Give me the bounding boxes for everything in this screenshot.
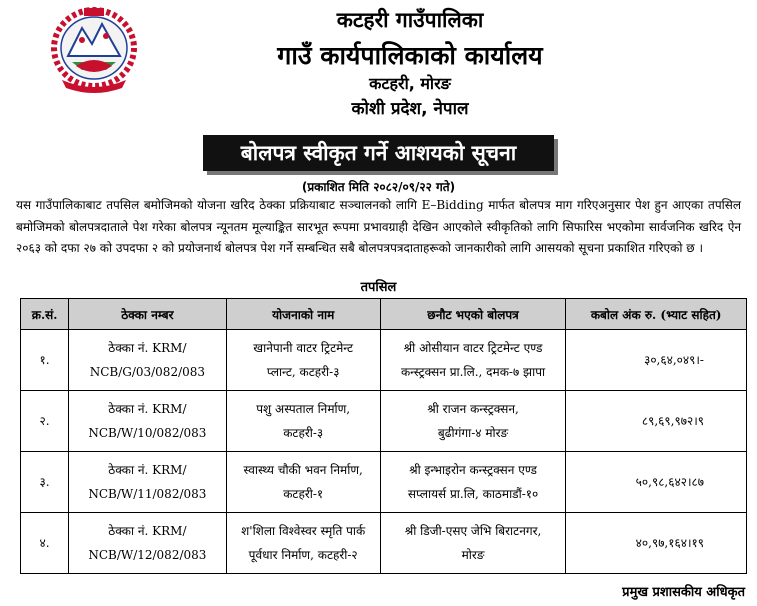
header-amount: कबोल अंक रु. (भ्याट सहित) (566, 299, 747, 330)
table-row (21, 513, 747, 574)
cell-project: खानेपानी वाटर ट्रिटमेन्ट प्लान्ट, कटहरी-३ (226, 330, 380, 391)
table-row (21, 391, 747, 452)
cell-project: पशु अस्पताल निर्माण, कटहरी-३ (226, 391, 380, 452)
cell-amount: ८९,६९,९७२।९ (566, 391, 747, 452)
cell-sn: ४. (21, 513, 69, 574)
notice-title: बोलपत्र स्वीकृत गर्ने आशयको सूचना (203, 135, 554, 171)
signatory: प्रमुख प्रशासकीय अधिकृत (622, 585, 745, 600)
cell-contract: ठेक्का नं. KRM/ NCB/W/10/082/083 (69, 391, 226, 452)
notice-body: यस गाउँपालिकाबाट तपसिल बमोजिमको योजना खरिद ठेक्का प्रक्रियाबाट सञ्चालनको लागि E–Bidding मार्फत बोलपत्र माग गरिएअनुसार पेश हुन आएका तपसिल बमोजिमको बोलपत्रदाताले पेश गरेका बोलपत्र न्यूनतम मूल्याङ्कित सारभूत रूपमा प्रभावग्राही देखिन आएकोले स्वीकृतिको लागि सिफारिस भएकोमा सार्वजनिक खरिद ऐन २०६३ को दफा २७ को उपदफा २ को प्रयोजनार्थ बोलपत्र पेश गर्ने सम्बन्धित सबै बोलपत्रपत्रदाताहरूको जानकारीको लागि आसयको सूचना प्रकाशित गरिएको छ । (16, 198, 741, 255)
bid-table (20, 298, 747, 574)
cell-contract: ठेक्का नं. KRM/ NCB/W/12/082/083 (69, 513, 226, 574)
header-project: योजनाको नाम (226, 299, 380, 330)
cell-bidder: श्री ओसीयान वाटर ट्रिटमेन्ट एण्ड कन्स्ट्रक्सन प्रा.लि., दमक-७ झापा (380, 330, 566, 391)
cell-sn: २. (21, 391, 69, 452)
table-row (21, 452, 747, 513)
table-row (21, 330, 747, 391)
published-date: (प्रकाशित मिति २०८२/०९/२२ गते) (301, 180, 456, 194)
cell-sn: ३. (21, 452, 69, 513)
header-bidder: छनौट भएको बोलपत्र (380, 299, 566, 330)
cell-bidder: श्री डिजी-एसए जेभि बिराटनगर, मोरङ (380, 513, 566, 574)
nepal-emblem-logo (46, 4, 142, 94)
header-contract: ठेक्का नम्बर (69, 299, 226, 330)
office-name: गाउँ कार्यपालिकाको कार्यालय (277, 41, 543, 70)
cell-project: स्वास्थ्य चौकी भवन निर्माण, कटहरी-१ (226, 452, 380, 513)
cell-project: श'शिला विश्वेस्वर स्मृति पार्क पूर्वधार निर्माण, कटहरी-२ (226, 513, 380, 574)
office-location: कटहरी, मोरङ (369, 74, 451, 93)
table-title: तपसिल (360, 280, 397, 295)
table-header-row (21, 299, 747, 330)
cell-amount: ५०,९८,६४२।८७ (566, 452, 747, 513)
municipality-name: कटहरी गाउँपालिका (336, 8, 484, 32)
province-country: कोशी प्रदेश, नेपाल (351, 99, 469, 119)
header-sn: क्र.सं. (21, 299, 69, 330)
cell-amount: ४०,९७,१६४।१९ (566, 513, 747, 574)
cell-bidder: श्री राजन कन्स्ट्रक्सन, बुढीगंगा-४ मोरङ (380, 391, 566, 452)
cell-amount: ३०,६४,०४९।- (566, 330, 747, 391)
cell-sn: १. (21, 330, 69, 391)
cell-contract: ठेक्का नं. KRM/ NCB/G/03/082/083 (69, 330, 226, 391)
cell-bidder: श्री इन्भाइरोन कन्स्ट्रक्सन एण्ड सप्लायर्स प्रा.लि, काठमाडौं-१० (380, 452, 566, 513)
cell-contract: ठेक्का नं. KRM/ NCB/W/11/082/083 (69, 452, 226, 513)
